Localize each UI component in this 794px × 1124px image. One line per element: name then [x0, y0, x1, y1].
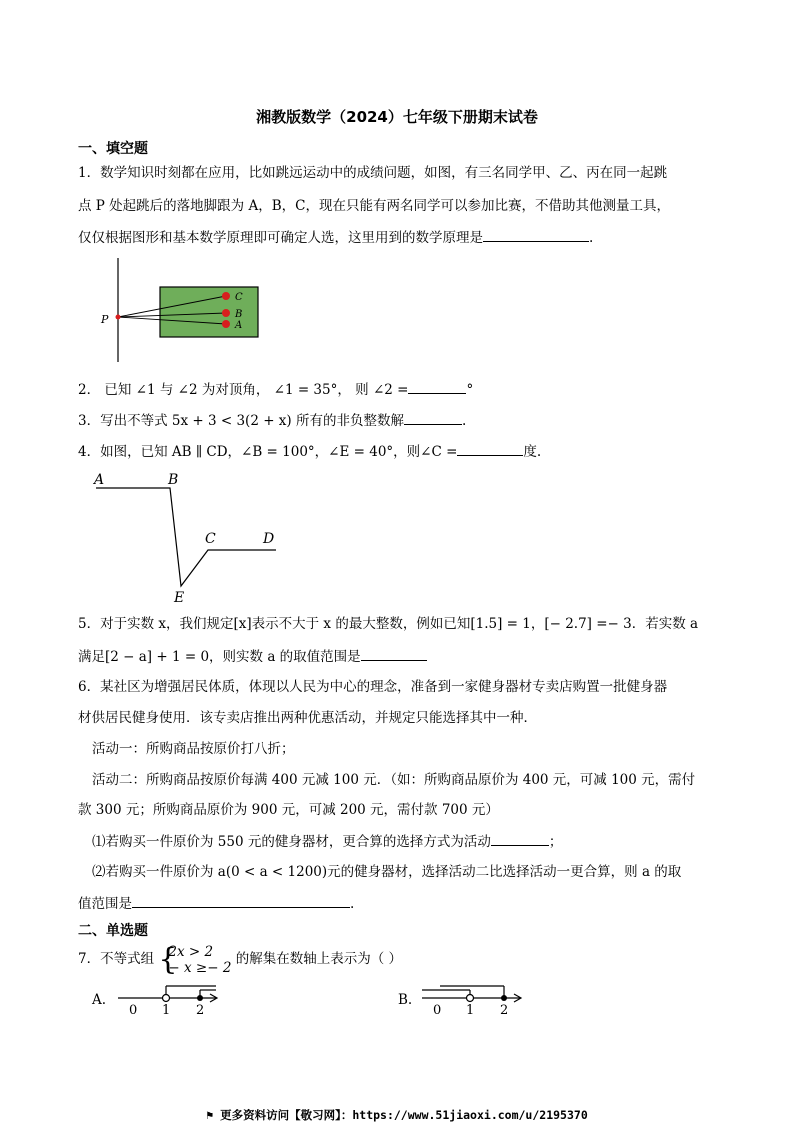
q7-option-b-label[interactable]: B.: [398, 992, 413, 1008]
q1-label-p: P: [101, 313, 109, 326]
q6-activity2-line1: 活动二：所购商品按原价每满 400 元减 100 元．（如：所购商品原价为 400 元，可减 100 元，需付: [92, 772, 696, 788]
q2-answer-blank[interactable]: [408, 379, 466, 394]
q6-sub1-answer-blank[interactable]: [491, 831, 549, 846]
q1-end: .: [589, 230, 594, 246]
q6-activity2-line2: 款 300 元；所购商品原价为 900 元，可减 200 元，需付款 700 元）: [78, 802, 499, 818]
q7b-open-dot: [467, 995, 474, 1002]
q1-long-jump-figure: [96, 256, 266, 366]
q1-point-a: [222, 320, 230, 328]
q2-line: [78, 379, 473, 400]
q6-sub2-end: .: [350, 896, 355, 912]
q1-point-p: [116, 315, 121, 320]
q1-point-b: [222, 309, 230, 317]
q7-option-b-numberline[interactable]: [420, 978, 530, 1018]
q5-answer-blank[interactable]: [361, 646, 427, 661]
q3-text: 3．写出不等式 5x + 3 < 3(2 + x) 所有的非负整数解: [78, 413, 404, 429]
q7a-closed-dot: [197, 995, 203, 1001]
q6-sub1: [92, 831, 562, 852]
q4-label-c: C: [205, 531, 216, 547]
q6-sub2-line2: [78, 893, 354, 914]
q6-line1: 6．某社区为增强居民体质，体现以人民为中心的理念，准备到一家健身器材专卖店购置一批健身器: [78, 679, 668, 695]
q4-label-b: B: [168, 472, 179, 488]
q7b-tick-1: 1: [466, 1003, 475, 1018]
page-title: 湘教版数学（2024）七年级下册期末试卷: [256, 108, 538, 126]
q6-sub2-answer-blank[interactable]: [132, 893, 350, 908]
q5-text: 满足[2 − a] + 1 = 0，则实数 a 的取值范围是: [78, 649, 361, 665]
q6-sub2-line1: ⑵若购买一件原价为 a(0 < a < 1200)元的健身器材，选择活动二比选择活动一更合算，则 a 的取: [92, 864, 682, 880]
q7a-open-dot: [163, 995, 170, 1002]
q7-system: [158, 941, 232, 977]
q7b-closed-dot: [501, 995, 507, 1001]
q5-line2: [78, 646, 427, 667]
q4-answer-blank[interactable]: [457, 441, 523, 456]
q7-brace: {: [158, 941, 178, 977]
q7-option-a-label[interactable]: A.: [92, 992, 107, 1008]
q7b-tick-0: 0: [433, 1003, 442, 1018]
q4-parallel-lines-figure: [88, 468, 288, 608]
q3-end: .: [461, 413, 467, 429]
q7-text-end: 的解集在数轴上表示为（ ）: [235, 951, 402, 967]
flag-icon: ⚑: [206, 1108, 221, 1122]
q4-label-d: D: [263, 531, 275, 547]
q3-answer-blank[interactable]: [404, 410, 462, 425]
q4-line: [78, 441, 541, 462]
q4-path: [96, 488, 276, 586]
q7-eq2: − x ≥− 2: [168, 959, 232, 976]
q6-line2: 材供居民健身使用．该专卖店推出两种优惠活动，并规定只能选择其中一种．: [78, 710, 537, 726]
q7a-tick-1: 1: [162, 1003, 171, 1018]
q4-label-a: A: [94, 472, 105, 488]
q1-label-b: B: [235, 309, 243, 320]
section-single-choice: 二、单选题: [78, 923, 148, 939]
q7a-tick-0: 0: [129, 1003, 138, 1018]
q1-line1: 1．数学知识时刻都在应用，比如跳远运动中的成绩问题，如图，有三名同学甲、乙、丙在同一起跳: [78, 165, 668, 181]
footer-text: 更多资料访问【敬习网】：https://www.51jiaoxi.com/u/2195370: [220, 1108, 588, 1122]
q2-degree: °: [466, 382, 474, 398]
q2-text: 2． 已知 ∠1 与 ∠2 为对顶角， ∠1 = 35°， 则 ∠2 =: [78, 382, 409, 398]
q7b-tick-2: 2: [500, 1003, 509, 1018]
q6-sub1-text: ⑴若购买一件原价为 550 元的健身器材，更合算的选择方式为活动: [92, 834, 491, 850]
q1-answer-blank[interactable]: [483, 227, 589, 242]
q1-line2: 点 P 处起跳后的落地脚跟为 A，B，C，现在只能有两名同学可以参加比赛，不借助其他测量工具，: [78, 198, 670, 214]
q7-eq1: 2x > 2: [168, 943, 214, 960]
footer-link[interactable]: [0, 1107, 794, 1123]
q7-line: [78, 943, 402, 976]
q1-label-c: C: [235, 292, 243, 303]
q1-point-c: [222, 292, 230, 300]
q4-label-e: E: [174, 590, 185, 606]
q7-text: 7．不等式组: [78, 951, 155, 967]
q4-end: 度.: [523, 444, 542, 460]
q3-line: [78, 410, 466, 431]
q7-option-a-numberline[interactable]: [116, 978, 226, 1018]
section-fill-in: 一、填空题: [78, 141, 148, 157]
q7a-tick-2: 2: [196, 1003, 205, 1018]
q5-line1: 5．对于实数 x，我们规定[x]表示不大于 x 的最大整数，例如已知[1.5] = 1，[− 2.7] =− 3．若实数 a: [78, 616, 699, 632]
q1-sandpit: [160, 287, 258, 337]
q6-sub1-end: ；: [548, 834, 563, 850]
q4-text: 4．如图，已知 AB ∥ CD，∠B = 100°，∠E = 40°，则∠C =: [78, 444, 458, 460]
q1-text: 仅仅根据图形和基本数学原理即可确定人选，这里用到的数学原理是: [78, 230, 483, 246]
q1-label-a: A: [235, 320, 243, 331]
q6-sub2-text: 值范围是: [78, 896, 132, 912]
q1-line3: [78, 227, 593, 248]
q6-activity1: 活动一：所购商品按原价打八折；: [92, 741, 295, 757]
